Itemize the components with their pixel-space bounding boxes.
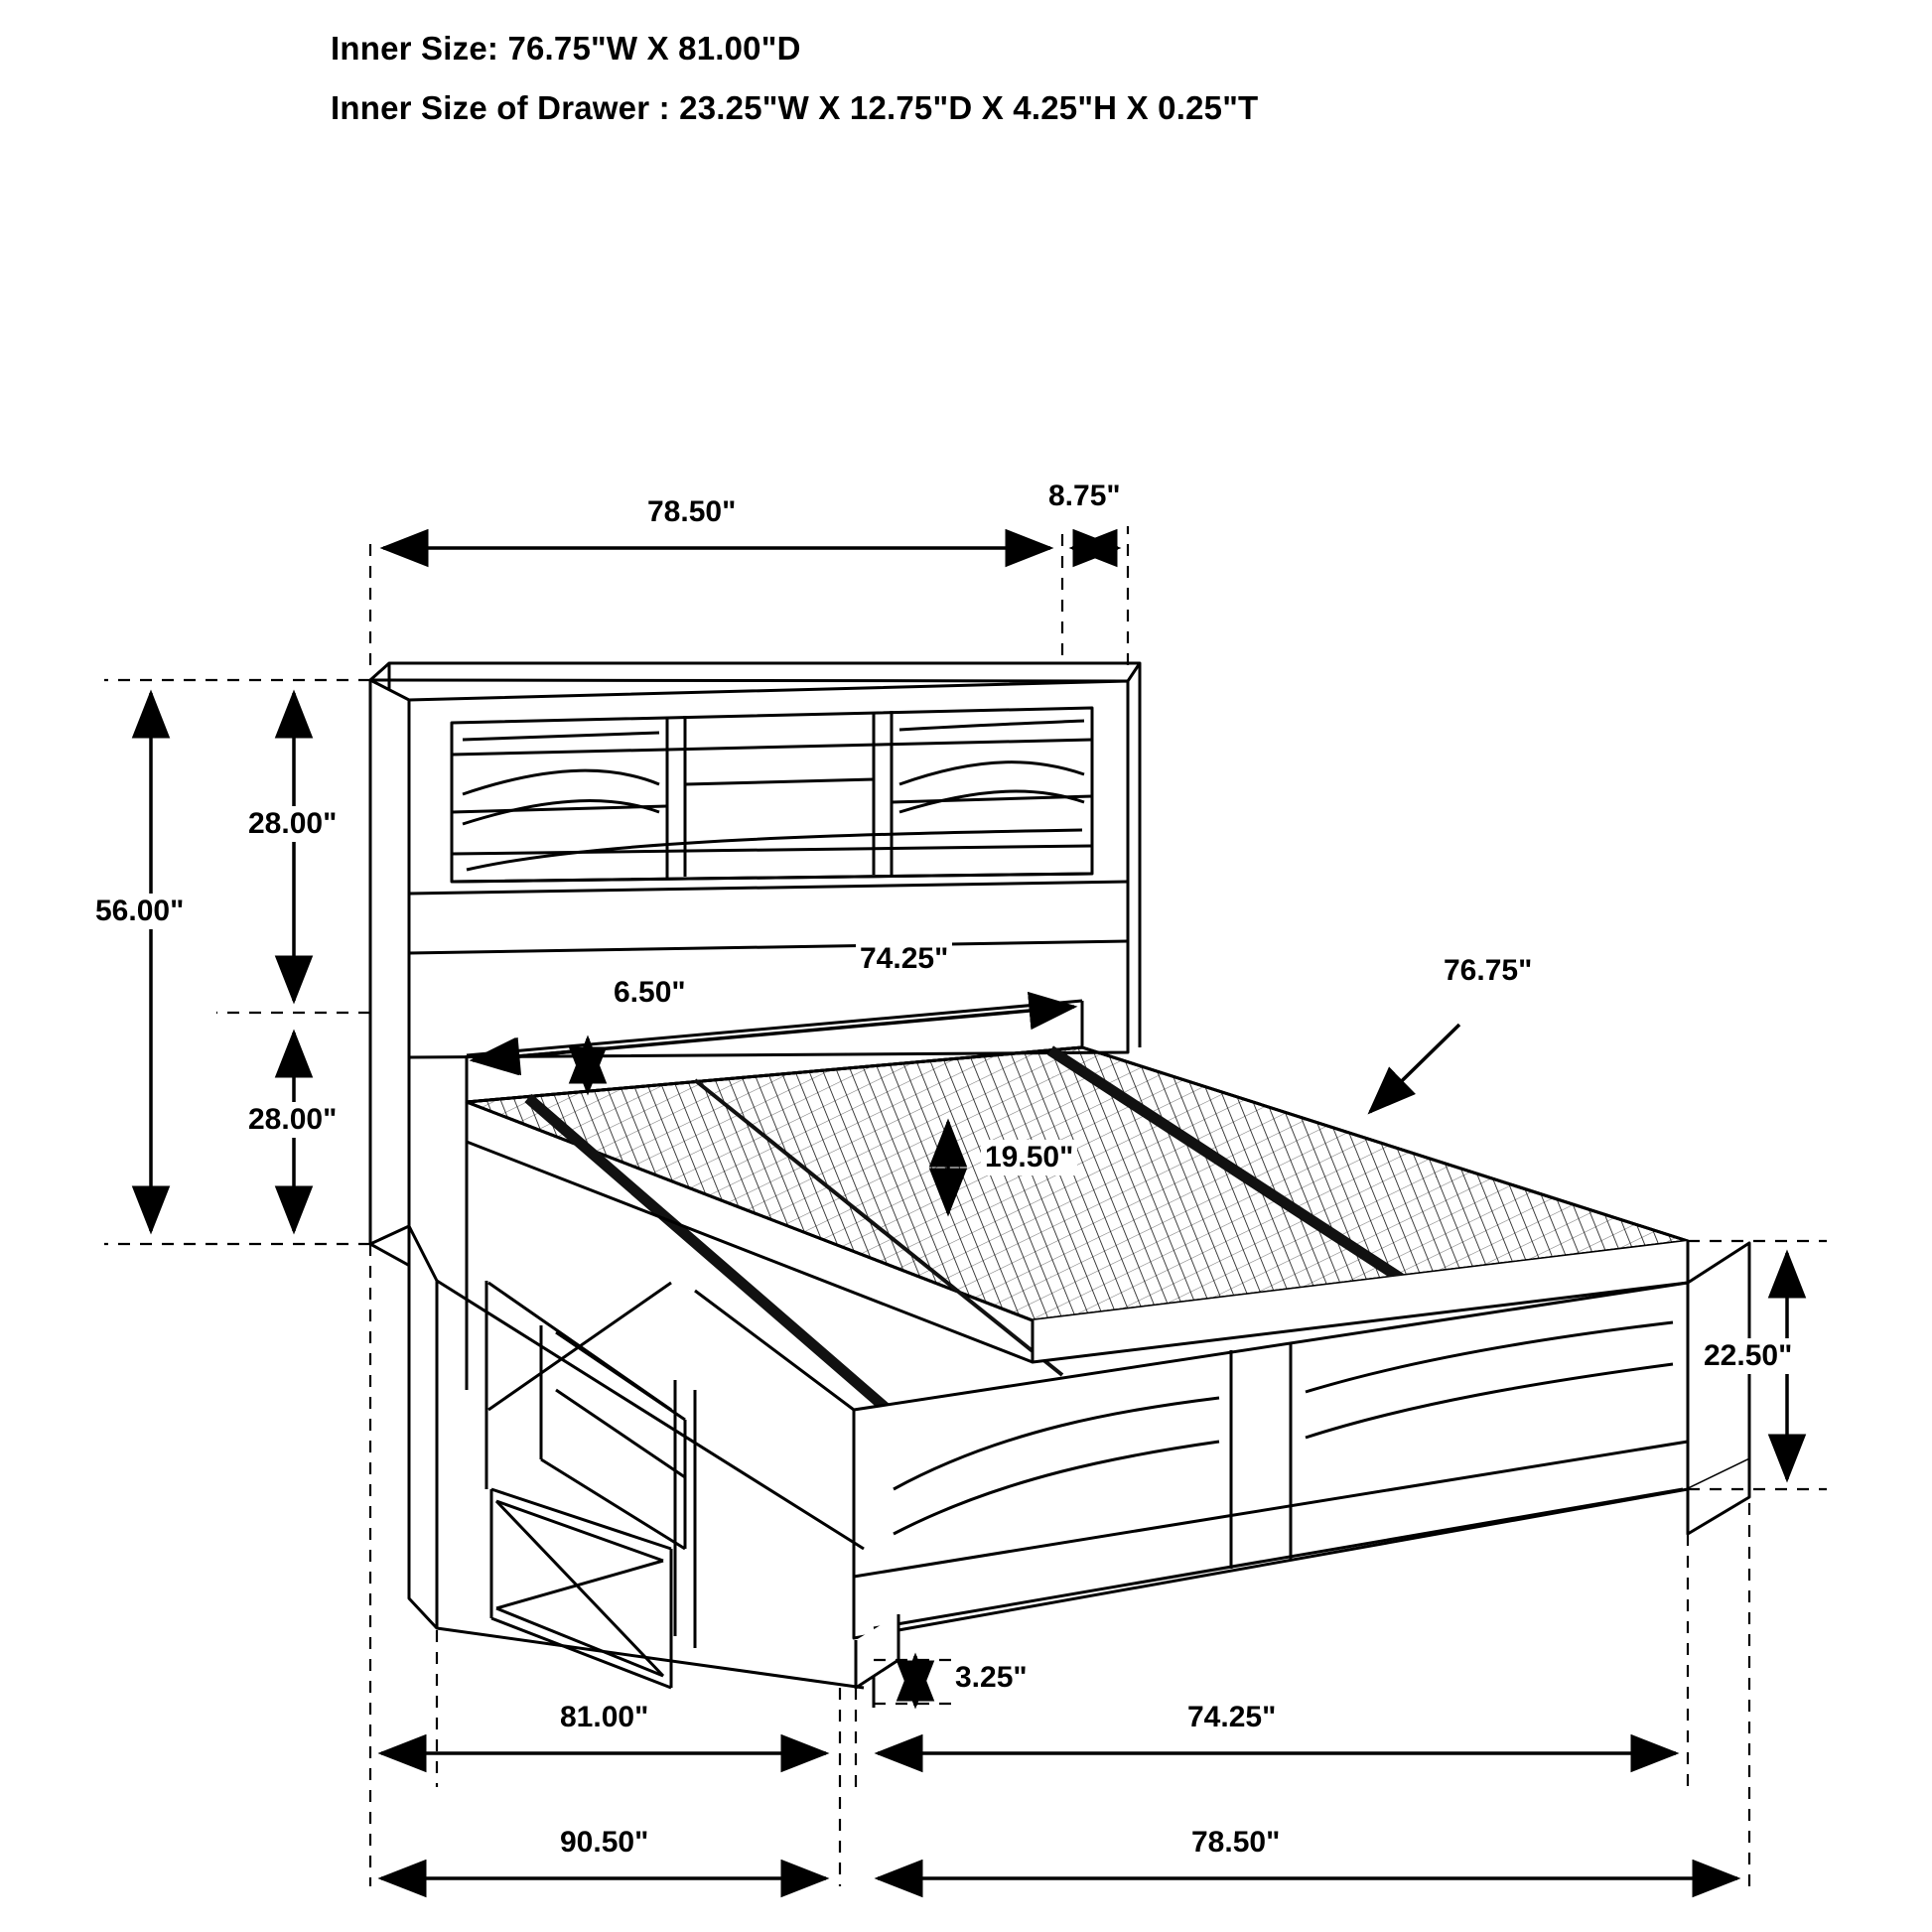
dim-top-width: 78.50" bbox=[643, 494, 740, 530]
inner-size-drawer-text: Inner Size of Drawer : 23.25"W X 12.75"D X 4.25"H X 0.25"T bbox=[331, 89, 1259, 126]
dim-headboard-upper: 28.00" bbox=[244, 806, 341, 842]
dim-foot-width: 74.25" bbox=[1183, 1700, 1280, 1735]
dim-headboard-lower: 28.00" bbox=[244, 1102, 341, 1138]
dim-foot-clearance: 3.25" bbox=[951, 1660, 1032, 1696]
dim-rail-height: 6.50" bbox=[610, 975, 690, 1011]
inner-size-text: Inner Size: 76.75"W X 81.00"D bbox=[331, 30, 801, 67]
dim-overall-width: 78.50" bbox=[1187, 1825, 1284, 1861]
dim-slat-spacing: 19.50" bbox=[981, 1140, 1077, 1175]
dim-mattress-width: 76.75" bbox=[1440, 953, 1536, 989]
dim-side-depth: 81.00" bbox=[556, 1700, 652, 1735]
dim-rail-length: 74.25" bbox=[856, 941, 952, 977]
dim-overall-depth: 90.50" bbox=[556, 1825, 652, 1861]
dim-top-overhang: 8.75" bbox=[1044, 479, 1125, 514]
dim-footboard-height: 22.50" bbox=[1700, 1338, 1796, 1374]
dim-headboard-total: 56.00" bbox=[91, 894, 188, 929]
